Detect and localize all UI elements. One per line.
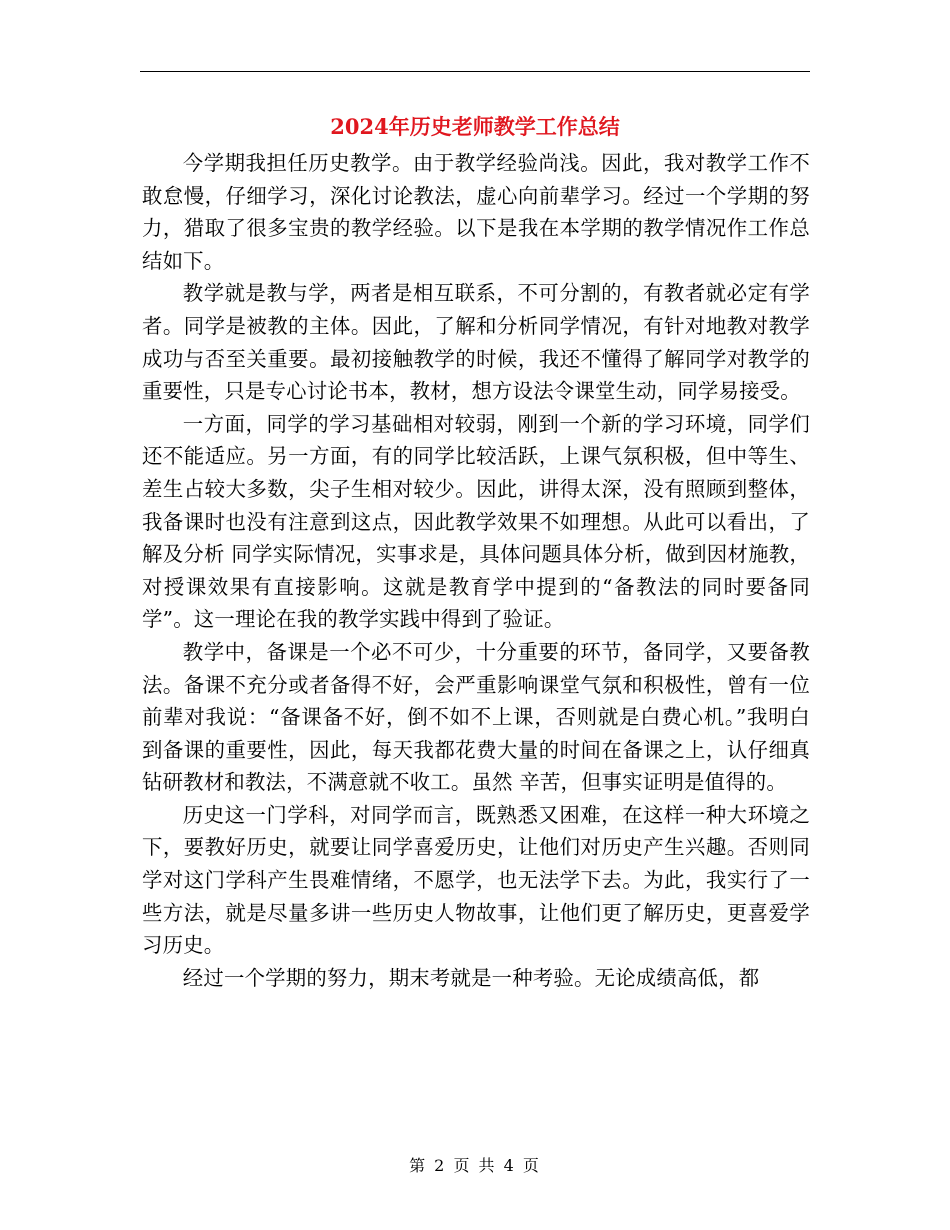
document-title: 2024年历史老师教学工作总结 [330, 114, 620, 139]
body-paragraph: 教学就是教与学，两者是相互联系，不可分割的，有教者就必定有学者。同学是被教的主体。因此，了解和分析同学情况，有针对地教对教学成功与否至关重要。最初接触教学的时候，我还不懂得了解同学对教学的重要性，只是专心讨论书本，教材，想方设法令课堂生动，同学易接受。 [142, 281, 810, 404]
body-paragraph: 经过一个学期的努力，期末考就是一种考验。无论成绩高低，都 [182, 965, 760, 990]
body-paragraph: 一方面，同学的学习基础相对较弱，刚到一个新的学习环境，同学们还不能适应。另一方面，有的同学比较活跃，上课气氛积极，但中等生、差生占较大多数，尖子生相对较少。因此，讲得太深，没有照顾到整体，我备课时也没有注意到这点，因此教学效果不如理想。从此可以看出，了解及分析 同学实际情况，实事求是，具体问题具体分析，做到因材施教，对授课效果有直接影响。这就是教育学中提到的“备教法的同时要备同学”。这一理论在我的教学实践中得到了验证。 [142, 411, 810, 632]
body-paragraph: 今学期我担任历史教学。由于教学经验尚浅。因此，我对教学工作不敢怠慢，仔细学习，深化讨论教法，虚心向前辈学习。经过一个学期的努力，猎取了很多宝贵的教学经验。以下是我在本学期的教学情况作工作总结如下。 [142, 151, 810, 273]
header-rule [140, 71, 810, 72]
page-number: 第 2 页 共 4 页 [409, 1156, 541, 1175]
document-body [142, 147, 810, 994]
body-paragraph: 教学中，备课是一个必不可少，十分重要的环节，备同学，又要备教法。备课不充分或者备得不好，会严重影响课堂气氛和积极性，曾有一位前辈对我说：“备课备不好，倒不如不上课，否则就是白费心机。”我明白到备课的重要性，因此，每天我都花费大量的时间在备课之上，认仔细真钻研教材和教法，不满意就不收工。虽然 辛苦，但事实证明是值得的。 [142, 639, 810, 795]
body-paragraph: 历史这一门学科，对同学而言，既熟悉又困难，在这样一种大环境之下，要教好历史，就要让同学喜爱历史，让他们对历史产生兴趣。否则同学对这门学科产生畏难情绪，不愿学，也无法学下去。为此，我实行了一些方法，就是尽量多讲一些历史人物故事，让他们更了解历史，更喜爱学习历史。 [142, 802, 810, 958]
